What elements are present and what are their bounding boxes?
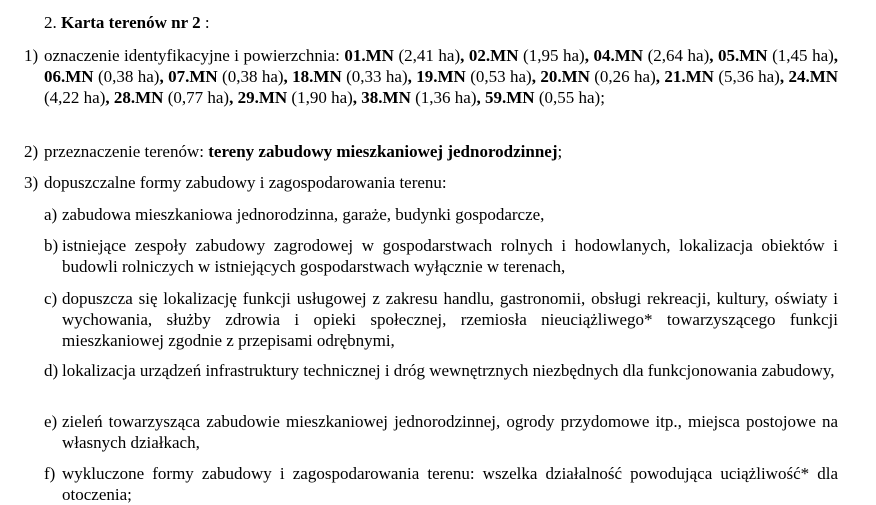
item-number: 2) bbox=[24, 142, 39, 161]
sub-item-text: dopuszcza się lokalizację funkcji usługowej z zakresu handlu, gastronomii, obsługi rekreacji, kultury, oświaty i wychowania, służby zdrowia i opieki społecznej, rzemiosła nieuciążliwego* towarzyszącego funkcji mieszkaniowej zgodnie z przepisami odrębnymi, bbox=[62, 289, 838, 350]
area-size: (2,41 ha) bbox=[398, 46, 461, 65]
sub-item-d bbox=[44, 360, 838, 381]
sub-item-text: zabudowa mieszkaniowa jednorodzinna, garaże, budynki gospodarcze, bbox=[62, 205, 545, 224]
area-code: 18.MN bbox=[292, 67, 342, 86]
area-size: (1,95 ha) bbox=[523, 46, 585, 65]
sub-item-letter: e) bbox=[44, 412, 58, 431]
sub-item-letter: b) bbox=[44, 236, 59, 255]
area-size: (4,22 ha) bbox=[44, 88, 106, 107]
sub-item-b bbox=[44, 235, 838, 277]
item-end: ; bbox=[600, 88, 605, 107]
area-code: 07.MN bbox=[168, 67, 218, 86]
sub-item-letter: d) bbox=[44, 361, 59, 380]
item-end: ; bbox=[557, 142, 563, 161]
section-heading bbox=[44, 12, 210, 33]
area-code: 24.MN bbox=[788, 67, 839, 86]
area-list: 01.MN (2,41 ha), 02.MN (1,95 ha), 04.MN (2,64 ha), 05.MN (1,45 ha), 06.MN (0,38 ha), 07.MN (0,38 ha), 18.MN (0,33 ha), 19.MN (0,53 ha), 20.MN (0,26 ha), 21.MN (5,36 ha), 24.MN (4,22 ha), 28.MN (0,77 ha), 29.MN (1,90 ha), 38.MN (1,36 ha), 59.MN (0,55 ha) bbox=[44, 46, 839, 107]
area-code: 01.MN bbox=[344, 46, 394, 65]
area-code: 06.MN bbox=[44, 67, 94, 86]
area-code: 28.MN bbox=[113, 88, 164, 107]
area-size: (1,90 ha) bbox=[291, 88, 353, 107]
sub-item-letter: a) bbox=[44, 205, 58, 224]
item-text bbox=[44, 45, 838, 108]
area-code: 20.MN bbox=[540, 67, 590, 86]
area-size: (0,55 ha) bbox=[538, 88, 601, 107]
sub-item-letter: f) bbox=[44, 464, 56, 483]
item-lead: przeznaczenie terenów: bbox=[44, 142, 204, 161]
sub-item-text: istniejące zespoły zabudowy zagrodowej w gospodarstwach rolnych i hodowlanych, lokalizacja obiektów i budowli rolniczych w istniejących gospodarstwach wyłącznie w terenach, bbox=[62, 236, 838, 276]
area-code: 29.MN bbox=[237, 88, 288, 107]
item-bold-text: tereny zabudowy mieszkaniowej jednorodzinnej bbox=[208, 142, 558, 161]
section-title: Karta terenów nr 2 bbox=[61, 13, 201, 32]
area-code: 21.MN bbox=[664, 67, 714, 86]
sub-item-text: wykluczone formy zabudowy i zagospodarowania terenu: wszelka działalność powodująca uciążliwość* dla otoczenia; bbox=[62, 464, 838, 504]
sub-item-e bbox=[44, 411, 838, 453]
area-size: (0,77 ha) bbox=[167, 88, 230, 107]
area-code: 02.MN bbox=[468, 46, 519, 65]
area-size: (2,64 ha) bbox=[647, 46, 710, 65]
area-size: (0,38 ha) bbox=[222, 67, 284, 86]
area-size: (1,45 ha) bbox=[772, 46, 834, 65]
sub-item-c bbox=[44, 288, 838, 351]
item-text bbox=[44, 141, 838, 162]
item-number: 3) bbox=[24, 173, 39, 192]
list-item-1 bbox=[24, 45, 838, 108]
area-code: 04.MN bbox=[593, 46, 644, 65]
sub-item-f bbox=[44, 463, 838, 505]
list-item-3 bbox=[24, 172, 838, 193]
item-number: 1) bbox=[24, 46, 39, 65]
sub-item-a bbox=[44, 204, 838, 225]
area-size: (0,26 ha) bbox=[594, 67, 656, 86]
area-size: (0,33 ha) bbox=[346, 67, 408, 86]
sub-item-text: lokalizacja urządzeń infrastruktury technicznej i dróg wewnętrznych niezbędnych dla funkcjonowania zabudowy, bbox=[62, 361, 835, 380]
area-code: 19.MN bbox=[416, 67, 466, 86]
section-number: 2. bbox=[44, 13, 57, 32]
area-size: (1,36 ha) bbox=[415, 88, 477, 107]
area-code: 05.MN bbox=[718, 46, 768, 65]
area-size: (0,38 ha) bbox=[97, 67, 160, 86]
sub-item-letter: c) bbox=[44, 289, 58, 308]
sub-item-text: zieleń towarzysząca zabudowie mieszkaniowej jednorodzinnej, ogrody przydomowe itp., miejsca postojowe na własnych działkach, bbox=[62, 412, 838, 452]
area-code: 59.MN bbox=[484, 88, 535, 107]
area-code: 38.MN bbox=[361, 88, 411, 107]
item-text: dopuszczalne formy zabudowy i zagospodarowania terenu: bbox=[44, 173, 447, 192]
cut-off-previous-line bbox=[8, 0, 868, 4]
list-item-2 bbox=[24, 141, 838, 162]
area-size: (5,36 ha) bbox=[718, 67, 780, 86]
section-suffix: : bbox=[204, 13, 210, 32]
area-size: (0,53 ha) bbox=[470, 67, 532, 86]
item-lead: oznaczenie identyfikacyjne i powierzchnia: bbox=[44, 46, 340, 65]
